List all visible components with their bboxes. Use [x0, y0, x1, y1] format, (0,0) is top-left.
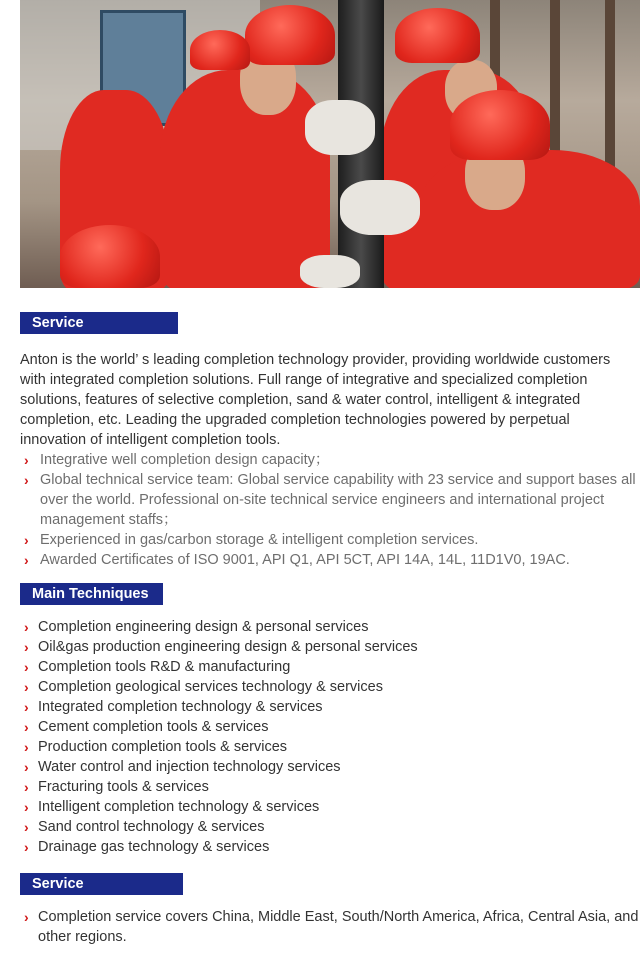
work-glove	[300, 255, 360, 288]
list-item-text: Fracturing tools & services	[38, 779, 209, 795]
chevron-right-icon: ›	[24, 839, 29, 855]
list-item	[20, 530, 640, 550]
list-item-text: Completion engineering design & personal services	[38, 619, 369, 635]
list-item	[20, 617, 640, 637]
list-item	[20, 637, 640, 657]
list-item-text: Production completion tools & services	[38, 739, 288, 755]
list-item	[20, 837, 640, 857]
list-item-text: Water control and injection technology services	[38, 759, 341, 775]
list-item-text: Integrative well completion design capacity；	[40, 452, 330, 468]
hard-hat-icon	[190, 30, 250, 70]
hard-hat-icon	[60, 225, 160, 288]
list-item-text: Oil&gas production engineering design & personal services	[38, 639, 418, 655]
list-item	[20, 470, 640, 530]
chevron-right-icon: ›	[24, 819, 29, 835]
work-glove	[305, 100, 375, 155]
hard-hat-icon	[450, 90, 550, 160]
chevron-right-icon: ›	[24, 659, 29, 675]
list-item-text: Sand control technology & services	[38, 819, 265, 835]
chevron-right-icon: ›	[24, 619, 29, 635]
section-heading-performance: Service Performance	[20, 873, 183, 895]
hard-hat-icon	[245, 5, 335, 65]
list-item-text: Completion tools R&D & manufacturing	[38, 659, 291, 675]
list-item-text: Global technical service team: Global service capability with 23 service and support bases all over the world. Professional on-site technical service engineers and international project management staffs；	[40, 472, 636, 528]
chevron-right-icon: ›	[24, 532, 29, 548]
list-item-text: Completion service covers China, Middle East, South/North America, Africa, Central Asia, and other regions.	[38, 909, 639, 945]
list-item-text: Integrated completion technology & services	[38, 699, 323, 715]
chevron-right-icon: ›	[24, 719, 29, 735]
list-item	[20, 757, 640, 777]
hard-hat-icon	[395, 8, 480, 63]
list-item	[20, 677, 640, 697]
performance-list	[20, 907, 640, 947]
list-item-text: Intelligent completion technology & services	[38, 799, 320, 815]
worker-figure	[420, 150, 640, 288]
capabilities-intro: Anton is the world’ s leading completion technology provider, providing worldwide customers with integrated completion solutions. Full range of integrative and specialized completion solutions, features of selective completion, sand & water control, intelligent & integrated completion, etc. Leading the upgraded completion technologies powered by perpetual innovation of intelligent completion tools.	[20, 352, 611, 448]
chevron-right-icon: ›	[24, 779, 29, 795]
section-heading-techniques: Main Techniques	[20, 583, 163, 605]
chevron-right-icon: ›	[24, 639, 29, 655]
list-item-text: Experienced in gas/carbon storage & intelligent completion services.	[40, 532, 479, 548]
chevron-right-icon: ›	[24, 739, 29, 755]
list-item	[20, 907, 640, 947]
hero-photo	[20, 0, 640, 288]
list-item	[20, 777, 640, 797]
chevron-right-icon: ›	[24, 909, 29, 925]
list-item	[20, 450, 640, 470]
chevron-right-icon: ›	[24, 679, 29, 695]
list-item-text: Completion geological services technology & services	[38, 679, 383, 695]
list-item	[20, 697, 640, 717]
techniques-list	[20, 617, 640, 857]
chevron-right-icon: ›	[24, 759, 29, 775]
list-item	[20, 717, 640, 737]
list-item	[20, 797, 640, 817]
section-heading-capabilities: Service Capabilities	[20, 312, 178, 334]
list-item	[20, 737, 640, 757]
list-item-text: Drainage gas technology & services	[38, 839, 270, 855]
work-glove	[340, 180, 420, 235]
chevron-right-icon: ›	[24, 472, 29, 488]
chevron-right-icon: ›	[24, 552, 29, 568]
list-item-text: Cement completion tools & services	[38, 719, 269, 735]
list-item	[20, 817, 640, 837]
chevron-right-icon: ›	[24, 699, 29, 715]
chevron-right-icon: ›	[24, 452, 29, 468]
chevron-right-icon: ›	[24, 799, 29, 815]
capabilities-list	[20, 450, 640, 570]
list-item	[20, 657, 640, 677]
list-item	[20, 550, 640, 570]
list-item-text: Awarded Certificates of ISO 9001, API Q1, API 5CT, API 14A, 14L, 11D1V0, 19AC.	[40, 552, 570, 568]
